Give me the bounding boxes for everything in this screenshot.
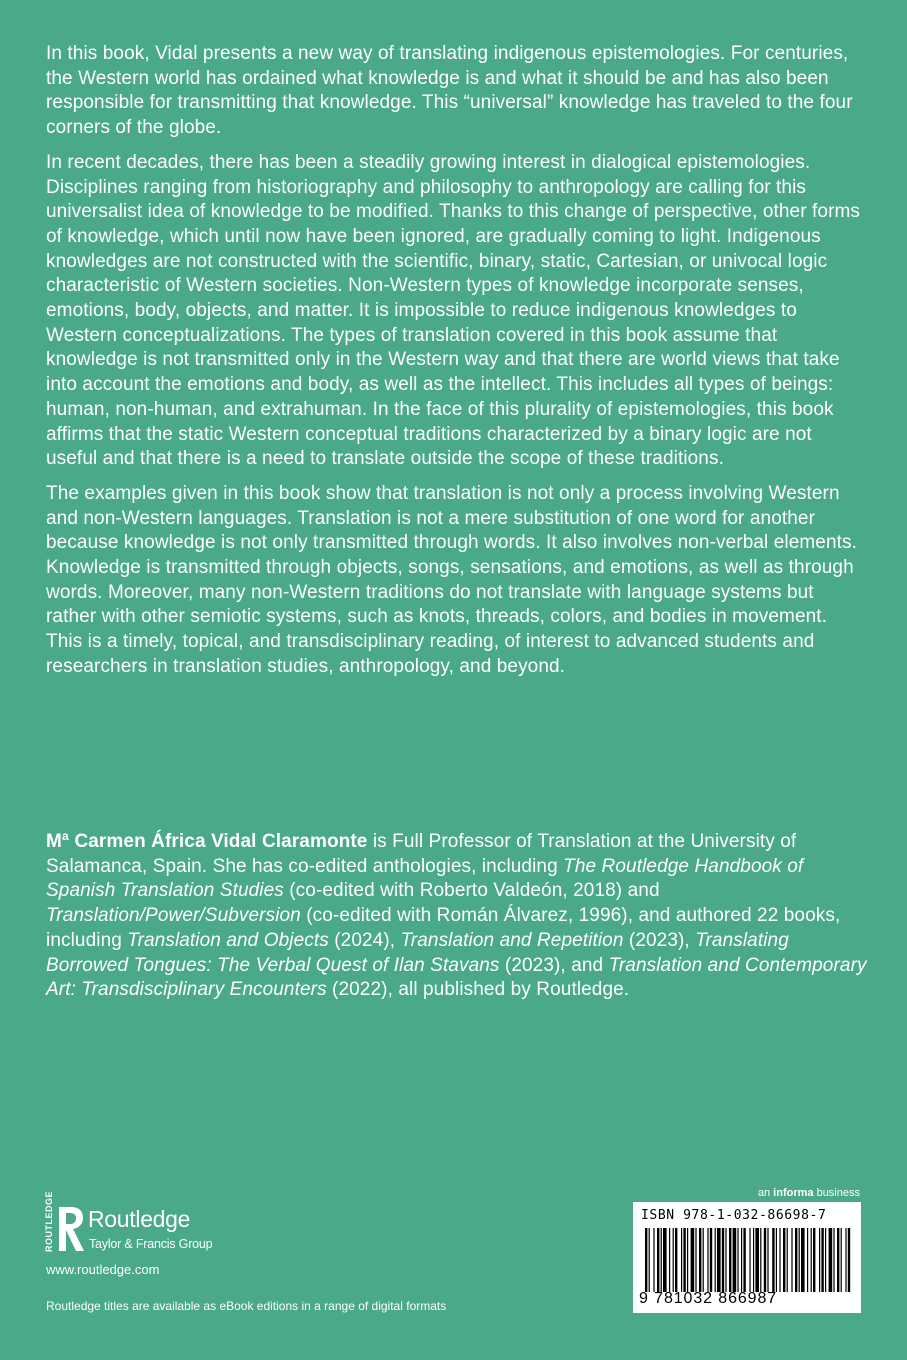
barcode-bar	[811, 1228, 812, 1292]
barcode-bar	[729, 1228, 731, 1292]
barcode-bar	[649, 1228, 650, 1292]
book-description	[46, 42, 868, 690]
author-bio-paragraph	[46, 830, 868, 1003]
isbn-barcode	[633, 1202, 861, 1313]
barcode-bar	[821, 1228, 823, 1292]
bio-text-3: (co-edited with Román Álvarez, 1996), and authored 22 books, including	[46, 905, 841, 951]
barcode-bar	[776, 1228, 777, 1292]
barcode-digits: 9 781032 866987	[639, 1290, 778, 1307]
barcode-bar	[848, 1228, 850, 1292]
barcode-bar	[791, 1228, 792, 1292]
barcode-bars	[639, 1228, 855, 1292]
barcode-bar	[825, 1228, 826, 1292]
bio-text-7: (2022), all published by Routledge.	[326, 979, 630, 1001]
barcode-bar	[681, 1228, 682, 1292]
barcode-bar	[673, 1228, 674, 1292]
barcode-bar	[749, 1228, 750, 1292]
book-title-2: Translation/Power/Subversion	[46, 905, 301, 927]
book-title-1: The Routledge Handbook of Spanish Translation Studies	[46, 855, 804, 902]
barcode-bar	[753, 1228, 754, 1292]
barcode-bar	[845, 1228, 846, 1292]
bio-text-4: (2024),	[328, 929, 401, 951]
author-name: Mª Carmen África Vidal Claramonte	[46, 831, 368, 852]
barcode-bar	[795, 1228, 797, 1292]
book-title-5: Translating Borrowed Tongues: The Verbal Quest of Ilan Stavans	[46, 929, 789, 976]
barcode-bar	[683, 1228, 685, 1292]
barcode-bar	[772, 1228, 774, 1292]
barcode-bar	[807, 1228, 808, 1292]
barcode-bar	[703, 1228, 704, 1292]
isbn-label: ISBN 978-1-032-86698-7	[641, 1208, 827, 1223]
barcode-bar	[787, 1228, 788, 1292]
book-title-4: Translation and Repetition	[400, 929, 624, 951]
logo-vertical-wordmark: ROUTLEDGE	[44, 1190, 54, 1252]
publisher-name: Routledge	[88, 1206, 191, 1232]
barcode-bar	[722, 1228, 724, 1292]
barcode-bar	[829, 1228, 833, 1292]
barcode-bar	[764, 1228, 766, 1292]
author-bio	[46, 830, 868, 1003]
barcode-bar	[691, 1228, 695, 1292]
informa-tagline: an informa business	[757, 1187, 860, 1199]
barcode-bar	[819, 1228, 820, 1292]
book-title-6: Translation and Contemporary Art: Transdisciplinary Encounters	[46, 954, 867, 1001]
informa-brand: informa	[773, 1187, 814, 1199]
barcode-bar	[717, 1228, 721, 1292]
barcode-bar	[737, 1228, 738, 1292]
bio-text-2: (co-edited with Roberto Valdeón, 2018) and	[283, 880, 660, 902]
bio-text-1: is Full Professor of Translation at the University of Salamanca, Spain. She has co-edited anthologies, including	[46, 831, 797, 877]
barcode-bar	[710, 1228, 712, 1292]
barcode-bar	[657, 1228, 659, 1292]
publisher-group: Taylor & Francis Group	[89, 1237, 213, 1251]
description-paragraph-1: In this book, Vidal presents a new way of translating indigenous epistemologies. For centuries, the Western world has ordained what knowledge is and what it should be and has also been responsible for transmitting that knowledge. This “universal” knowledge has traveled to the four corners of the globe.	[46, 43, 853, 139]
barcode-bar	[743, 1228, 745, 1292]
barcode-bar	[687, 1228, 688, 1292]
barcode-bar	[779, 1228, 780, 1292]
barcode-bar	[695, 1228, 696, 1292]
barcode-bar	[813, 1228, 815, 1292]
barcode-bar	[725, 1228, 726, 1292]
barcode-bar	[799, 1228, 800, 1292]
barcode-bar	[841, 1228, 842, 1292]
barcode-bar	[837, 1228, 839, 1292]
barcode-bar	[645, 1228, 647, 1292]
routledge-r-icon	[56, 1204, 86, 1254]
barcode-bar	[783, 1228, 785, 1292]
description-paragraph-3: The examples given in this book show that translation is not only a process involving Western and non-Western languages. Translation is not a mere substitution of one word for another because knowledge is not only transmitted through words. It also involves non-verbal elements. Knowledge is transmitted through objects, songs, sensations, and emotions, as well as through words. Moreover, many non-Western traditions do not translate with language systems but rather with other semiotic systems, such as knots, threads, colors, and bodies in movement. This is a timely, topical, and transdisciplinary reading, of interest to advanced students and researchers in translation studies, anthropology, and beyond.	[46, 482, 857, 677]
bio-text-5: (2023),	[623, 929, 696, 951]
barcode-bar	[661, 1228, 662, 1292]
barcode-bar	[741, 1228, 742, 1292]
description-paragraph-2: In recent decades, there has been a steadily growing interest in dialogical epistemologies. Disciplines ranging from historiography and philosophy to anthropology are calling for this universalist idea of knowledge to be modified. Thanks to this change of perspective, other forms of knowledge, which until now have been ignored, are gradually coming to light. Indigenous knowledges are not constructed with the scientific, binary, static, Cartesian, or univocal logic characteristic of Western societies. Non-Western types of knowledge incorporate senses, emotions, body, objects, and matter. It is impossible to reduce indigenous knowledges to Western conceptualizations. The types of translation covered in this book assume that knowledge is not transmitted only in the Western way and that there are world views that take into account the emotions and body, as well as the intellect. This includes all types of beings: human, non-human, and extrahuman. In the face of this plurality of epistemologies, this book affirms that the static Western conceptual traditions characterized by a binary logic are not useful and that there is a need to translate outside the scope of these traditions.	[46, 151, 861, 470]
barcode-bar	[733, 1228, 737, 1292]
barcode-bar	[675, 1228, 677, 1292]
publisher-website: www.routledge.com	[46, 1262, 160, 1277]
bio-text-6: (2023), and	[499, 954, 609, 976]
barcode-bar	[801, 1228, 805, 1292]
barcode-bar	[715, 1228, 716, 1292]
barcode-bar	[699, 1228, 701, 1292]
barcode-bar	[663, 1228, 667, 1292]
barcode-bar	[767, 1228, 768, 1292]
barcode-bar	[755, 1228, 759, 1292]
barcode-bar	[653, 1228, 654, 1292]
ebook-note: Routledge titles are available as eBook editions in a range of digital formats	[46, 1299, 447, 1313]
barcode-bar	[669, 1228, 670, 1292]
barcode-bar	[760, 1228, 761, 1292]
barcode-bar	[833, 1228, 834, 1292]
barcode-bar	[707, 1228, 708, 1292]
book-title-3: Translation and Objects	[127, 929, 329, 951]
routledge-logo	[44, 1190, 284, 1256]
